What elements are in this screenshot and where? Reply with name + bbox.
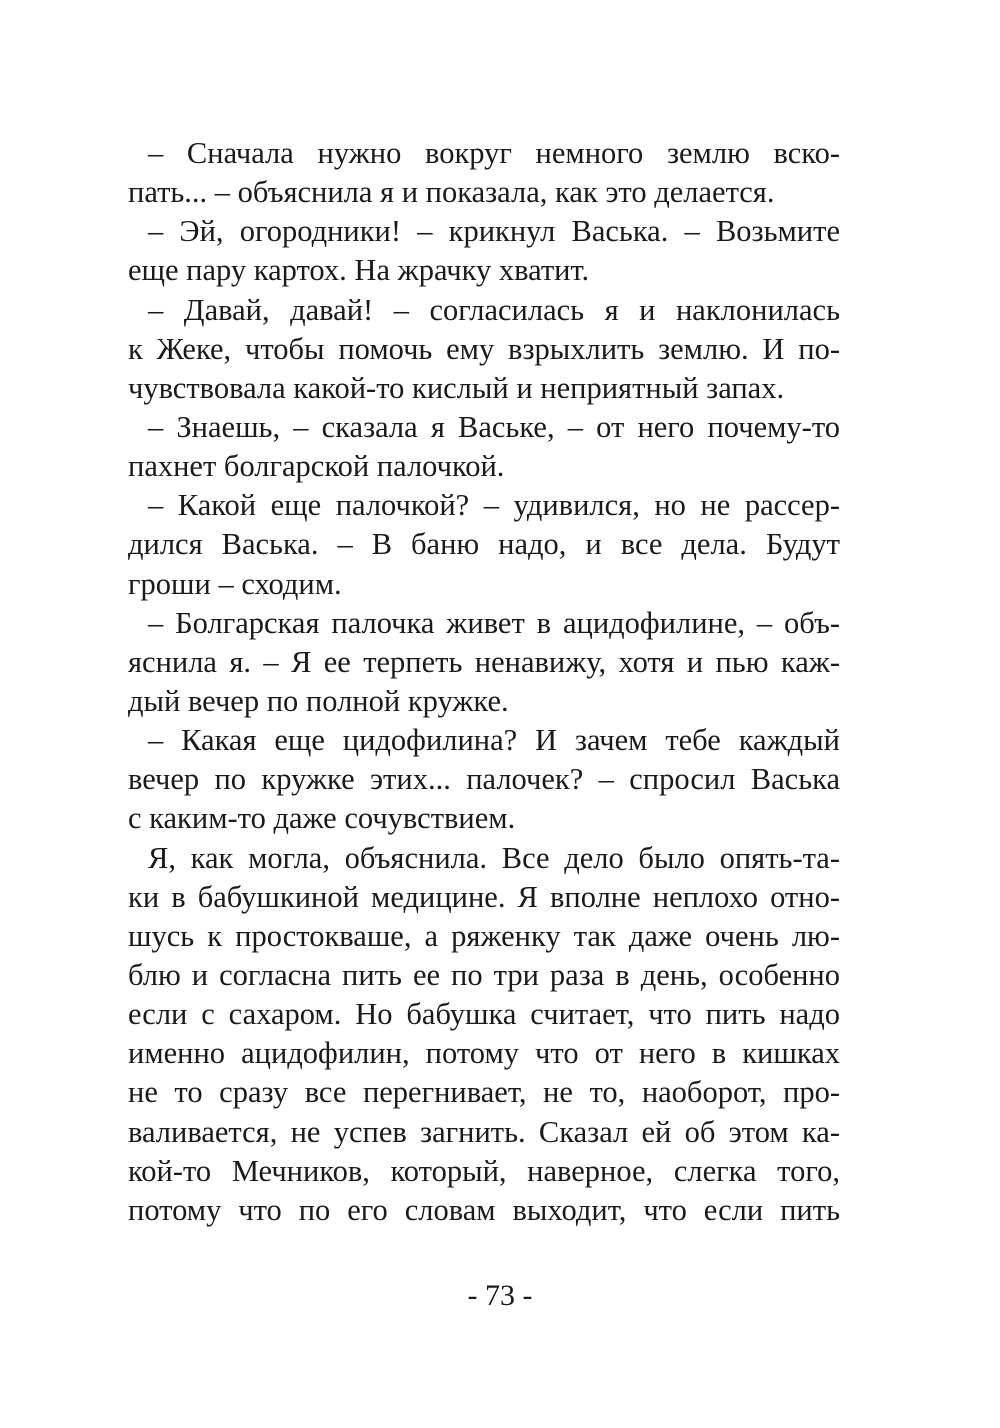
text-line: ки в бабушкиной медицине. Я вполне неплохо отно- [128, 879, 840, 914]
text-line: яснила я. – Я ее терпеть ненавижу, хотя и пью каж- [128, 644, 840, 679]
text-line: – Знаешь, – сказала я Ваське, – от него почему-то [148, 409, 840, 444]
text-line: дый вечер по полной кружке. [128, 683, 509, 718]
text-line: блю и согласна пить ее по три раза в день, особенно [128, 957, 840, 992]
text-line: – Какой еще палочкой? – удивился, но не рассер- [148, 488, 840, 523]
text-line: валивается, не успев загнить. Сказал ей об этом ка- [128, 1114, 840, 1149]
text-line: если с сахаром. Но бабушка считает, что пить надо [128, 997, 840, 1032]
text-line: дился Васька. – В баню надо, и все дела. Будут [128, 527, 840, 562]
text-line: – Какая еще цидофилина? И зачем тебе каждый [148, 723, 840, 758]
text-line: именно ацидофилин, потому что от него в кишках [128, 1036, 840, 1071]
text-line: шусь к простокваше, а ряженку так даже очень лю- [128, 918, 840, 953]
text-line: кой-то Мечников, который, наверное, слегка того, [128, 1153, 840, 1188]
text-line: – Болгарская палочка живет в ацидофилине, – объ- [148, 605, 840, 640]
text-line: – Эй, огородники! – крикнул Васька. – Возьмите [148, 214, 840, 249]
text-line: пать... – объяснила я и показала, как это делается. [128, 175, 775, 210]
text-line: гроши – сходим. [128, 566, 342, 601]
page-number: - 73 - [467, 1279, 533, 1312]
text-line: к Жеке, чтобы помочь ему взрыхлить землю. И по- [128, 331, 840, 366]
page-body-text [128, 134, 840, 1230]
text-line: еще пару картох. На жрачку хватит. [128, 253, 590, 288]
text-line: чувствовала какой-то кислый и неприятный запах. [128, 370, 785, 405]
text-line: пахнет болгарской палочкой. [128, 449, 505, 484]
text-line: – Сначала нужно вокруг немного землю вско- [148, 136, 840, 170]
text-line: не то сразу все перегнивает, не то, наоборот, про- [128, 1075, 840, 1110]
text-line: потому что по его словам выходит, что если пить [128, 1192, 840, 1227]
text-line: – Давай, давай! – согласилась я и наклонилась [148, 292, 840, 327]
text-line: вечер по кружке этих... палочек? – спросил Васька [128, 762, 840, 797]
text-line: с каким-то даже сочувствием. [128, 801, 516, 836]
text-line: Я, как могла, объяснила. Все дело было опять-та- [148, 840, 840, 875]
